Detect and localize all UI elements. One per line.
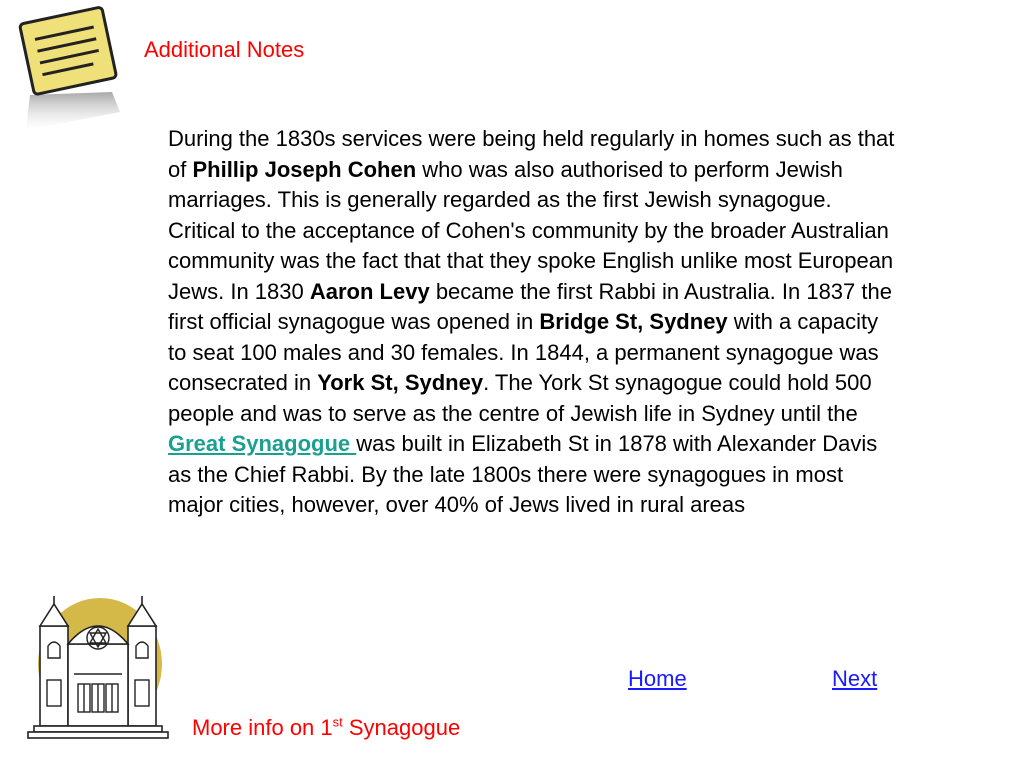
more-info-link[interactable]: More info on 1st Synagogue: [192, 714, 461, 740]
body-paragraph: During the 1830s services were being held regularly in homes such as that of Phillip Joseph Cohen who was also authorised to perform Jewish marriages. This is generally regarded as the first Jewish synagogue. Critical to the acceptance of Cohen's community by the broader Australian community was the fact that that they spoke English unlike most European Jews. In 1830 Aaron Levy became the first Rabbi in Australia. In 1837 the first official synagogue was opened in Bridge St, Sydney with a capacity to seat 100 males and 30 females. In 1844, a permanent synagogue was consecrated in York St, Sydney. The York St synagogue could hold 500 people and was to serve as the centre of Jewish life in Sydney until the Great Synagogue was built in Elizabeth St in 1878 with Alexander Davis as the Chief Rabbi. By the late 1800s there were synagogues in most major cities, however, over 40% of Jews lived in rural areas: [168, 126, 895, 517]
name-levy: Aaron Levy: [309, 278, 430, 304]
great-synagogue-link[interactable]: Great Synagogue: [168, 431, 357, 456]
sticky-note-icon: [12, 0, 132, 140]
place-bridge-st: Bridge St, Sydney: [539, 309, 728, 334]
name-cohen: Phillip Joseph Cohen: [192, 156, 417, 182]
home-link[interactable]: Home: [628, 666, 687, 691]
page-title: Additional Notes: [144, 37, 305, 62]
next-link[interactable]: Next: [832, 666, 878, 691]
synagogue-building-icon: [22, 588, 172, 748]
place-york-st: York St, Sydney: [317, 370, 484, 395]
